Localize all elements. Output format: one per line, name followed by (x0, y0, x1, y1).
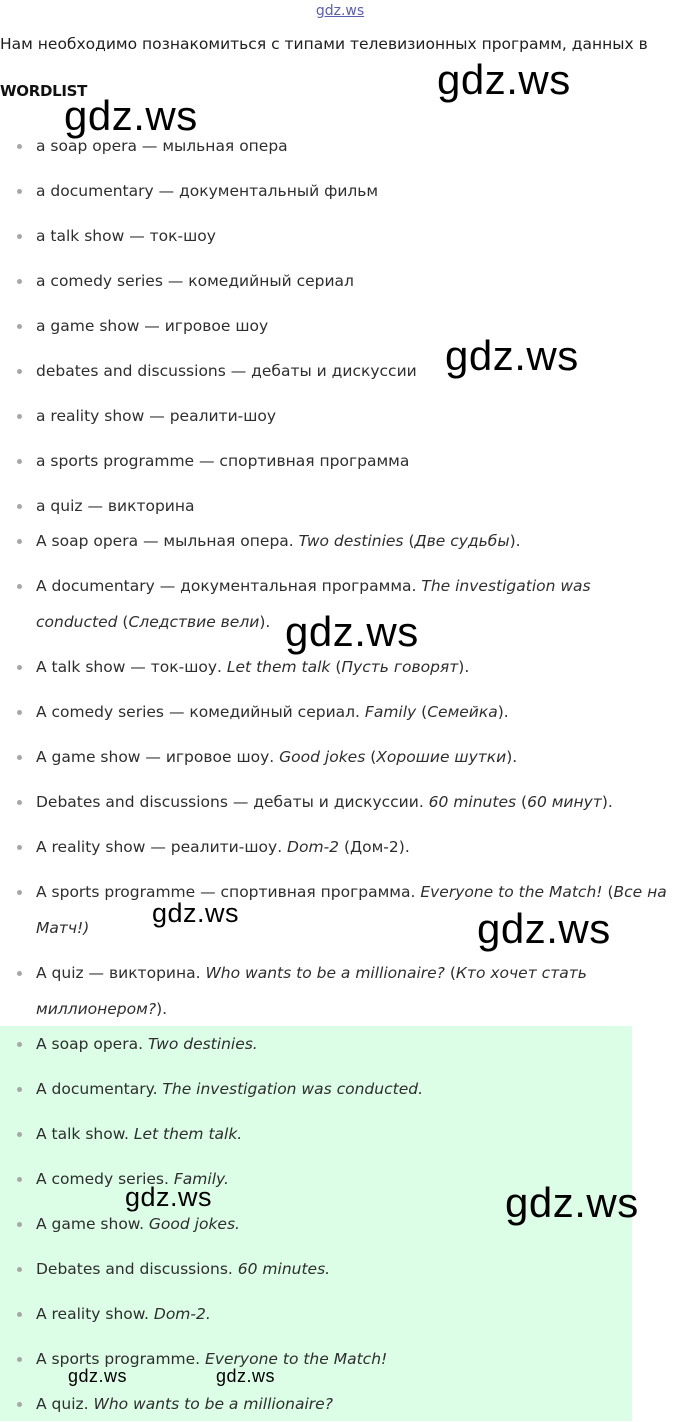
bullet-icon (17, 539, 22, 544)
example-prefix: A game show — игровое шоу. (36, 748, 280, 766)
site-link[interactable]: gdz.ws (315, 3, 365, 19)
bullet-icon (17, 1267, 22, 1272)
wordlist-item-text (36, 488, 676, 524)
bullet-icon (17, 279, 22, 284)
example-title: 60 minutes (428, 793, 517, 811)
answer-title: Everyone to the Match! (205, 1350, 388, 1368)
answer-title: Let them talk. (133, 1125, 243, 1143)
watermark: gdz.ws (285, 608, 419, 655)
answer-item-text (36, 1251, 676, 1287)
answer-prefix: Debates and discussions. (36, 1260, 238, 1278)
example-prefix: A quiz — викторина. (36, 964, 206, 982)
watermark: gdz.ws (437, 56, 571, 103)
example-item-text (36, 955, 676, 1027)
wordlist-item-label: a sports programme — спортивная программа (36, 452, 410, 470)
watermark: gdz.ws (68, 1366, 128, 1386)
answer-title: Two destinies. (147, 1035, 258, 1053)
bullet-icon (17, 369, 22, 374)
example-title: Let them talk (226, 658, 331, 676)
wordlist-item-label: a game show — игровое шоу (36, 317, 269, 335)
example-translation: Следствие вели (128, 613, 260, 631)
answer-prefix: A soap opera. (36, 1035, 148, 1053)
example-close: ). (458, 658, 470, 676)
example-title: Dom-2 (287, 838, 340, 856)
example-item-text (36, 829, 676, 865)
answer-title: Who wants to be a millionaire? (93, 1395, 333, 1413)
example-open: ( (521, 793, 528, 811)
bullet-icon (17, 800, 22, 805)
example-close: ). (601, 793, 613, 811)
answer-prefix: A sports programme. (36, 1350, 206, 1368)
bullet-icon (17, 971, 22, 976)
wordlist-item-text (36, 218, 676, 254)
example-translation: Две судьбы (414, 532, 510, 550)
intro-text: Нам необходимо познакомиться с типами телевизионных программ, данных в (0, 35, 648, 53)
example-prefix: A comedy series — комедийный сериал. (36, 703, 365, 721)
example-open: ( (449, 964, 456, 982)
bullet-icon (17, 459, 22, 464)
example-item-text (36, 739, 676, 775)
bullet-icon (17, 755, 22, 760)
bullet-icon (17, 234, 22, 239)
wordlist-item-label: a reality show — реалити-шоу (36, 407, 277, 425)
example-prefix: Debates and discussions — дебаты и дискуссии. (36, 793, 429, 811)
wordlist-item-label: debates and discussions — дебаты и дискуссии (36, 362, 417, 380)
wordlist-item-label: a quiz — викторина (36, 497, 195, 515)
answer-item-text (36, 1341, 676, 1377)
example-title: Who wants to be a millionaire? (205, 964, 445, 982)
answer-item-text (36, 1296, 676, 1332)
example-open: (Дом-2 (343, 838, 399, 856)
example-prefix: A soap opera — мыльная опера. (36, 532, 299, 550)
example-open: ( (421, 703, 428, 721)
bullet-icon (17, 324, 22, 329)
bullet-icon (17, 189, 22, 194)
example-prefix: A documentary — документальная программа. (36, 577, 422, 595)
bullet-icon (17, 1087, 22, 1092)
example-title: Everyone to the Match! (420, 883, 603, 901)
example-translation: 60 минут (527, 793, 602, 811)
watermark: gdz.ws (505, 1179, 639, 1226)
answer-prefix: A game show. (36, 1215, 149, 1233)
answer-title: The investigation was conducted. (162, 1080, 424, 1098)
wordlist-item-text (36, 263, 676, 299)
example-item-text (36, 523, 676, 559)
example-close: ). (506, 748, 518, 766)
answer-prefix: A comedy series. (36, 1170, 174, 1188)
bullet-icon (17, 710, 22, 715)
watermark: gdz.ws (64, 92, 198, 139)
bullet-icon (17, 1042, 22, 1047)
example-prefix: A sports programme — спортивная программа. (36, 883, 421, 901)
bullet-icon (17, 1402, 22, 1407)
bullet-icon (17, 504, 22, 509)
example-title: Family (364, 703, 417, 721)
watermark: gdz.ws (477, 905, 611, 952)
watermark: gdz.ws (125, 1182, 213, 1212)
answer-item-text (36, 1071, 676, 1107)
answer-prefix: A talk show. (36, 1125, 134, 1143)
answer-item-text (36, 1386, 676, 1422)
example-translation: Хорошие шутки (376, 748, 507, 766)
example-open: ( (370, 748, 377, 766)
bullet-icon (17, 665, 22, 670)
bullet-icon (17, 1312, 22, 1317)
example-close: ). (497, 703, 509, 721)
answer-item-text (36, 1026, 676, 1062)
intro-text-clipped-line (0, 57, 680, 79)
example-open: ( (335, 658, 342, 676)
bullet-icon (17, 1222, 22, 1227)
example-close: ). (509, 532, 521, 550)
wordlist-item-text (36, 173, 676, 209)
bullet-icon (17, 414, 22, 419)
example-translation: Пусть говорят (341, 658, 459, 676)
answer-title: Family. (173, 1170, 229, 1188)
wordlist-item-text (36, 353, 676, 389)
wordlist-heading: WORDLIST (0, 82, 88, 100)
example-item-text (36, 784, 676, 820)
answer-prefix: A quiz. (36, 1395, 94, 1413)
wordlist-item-text (36, 398, 676, 434)
answer-title: 60 minutes. (237, 1260, 331, 1278)
bullet-icon (17, 584, 22, 589)
example-item-text (36, 694, 676, 730)
wordlist-item-label: a documentary — документальный фильм (36, 182, 379, 200)
bullet-icon (17, 1177, 22, 1182)
bullet-icon (17, 845, 22, 850)
answer-prefix: A documentary. (36, 1080, 163, 1098)
example-open: ( (408, 532, 415, 550)
example-prefix: A talk show — ток-шоу. (36, 658, 227, 676)
wordlist-item-label: a comedy series — комедийный сериал (36, 272, 354, 290)
watermark: gdz.ws (445, 332, 579, 379)
watermark: gdz.ws (152, 898, 240, 928)
example-close: ). (259, 613, 271, 631)
example-prefix: A reality show — реалити-шоу. (36, 838, 288, 856)
wordlist-item-label: a soap opera — мыльная опера (36, 137, 288, 155)
example-translation: Кто хочет стать миллионером? (36, 964, 587, 1018)
example-translation: Все на Матч!) (36, 883, 667, 937)
bullet-icon (17, 890, 22, 895)
example-open: ( (122, 613, 129, 631)
wordlist-item-text (36, 308, 676, 344)
answer-title: Good jokes. (148, 1215, 240, 1233)
example-open: ( (607, 883, 614, 901)
example-translation: Семейка (427, 703, 498, 721)
wordlist-item-text (36, 443, 676, 479)
bullet-icon (17, 1132, 22, 1137)
example-title: Good jokes (279, 748, 366, 766)
answer-prefix: A reality show. (36, 1305, 154, 1323)
bullet-icon (17, 144, 22, 149)
example-close: ). (156, 1000, 168, 1018)
wordlist-item-label: a talk show — ток-шоу (36, 227, 216, 245)
answer-item-text (36, 1116, 676, 1152)
example-title: Two destinies (298, 532, 404, 550)
answer-title: Dom-2. (153, 1305, 211, 1323)
example-title: The investigation was conducted (36, 577, 591, 631)
example-close: ). (398, 838, 410, 856)
bullet-icon (17, 1357, 22, 1362)
watermark: gdz.ws (216, 1366, 276, 1386)
